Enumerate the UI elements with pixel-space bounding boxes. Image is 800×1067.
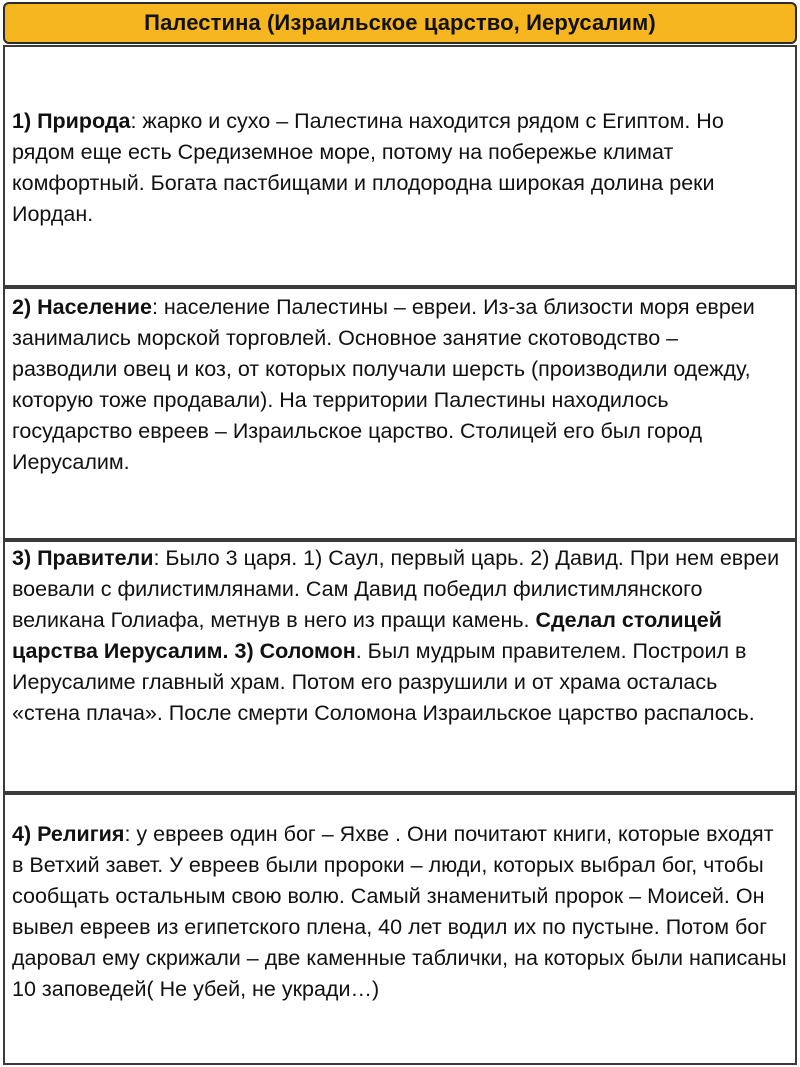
section-rulers-bold-text: Сделал столицей царства Иерусалим. 3) Соломон (12, 608, 722, 663)
section-population-body: : население Палестины – евреи. Из-за близости моря евреи занимались морской торговлей. Основное занятие скотоводство – разводили овец и коз, от которых получали шерсть (производили одежду, которую тоже продавали). На территории Палестины находилось государство евреев – Израильское царство. Столицей его был город Иерусалим. (12, 295, 755, 474)
section-religion-text (12, 819, 789, 1005)
title-bar (3, 2, 797, 44)
page-title: Палестина (Израильское царство, Иерусалим) (144, 10, 656, 35)
section-religion-heading: 4) Религия (12, 822, 125, 846)
section-rulers (3, 540, 797, 793)
section-nature-text (12, 106, 789, 230)
section-nature (3, 45, 797, 287)
section-rulers-body-b: . Был мудрым правителем. Построил в Иерусалиме главный храм. Потом его разрушили и от храма осталась «стена плача». После смерти Соломона Израильское царство распалось. (12, 639, 755, 725)
section-rulers-text (12, 543, 789, 729)
section-population (3, 287, 797, 540)
section-population-heading: 2) Население (12, 295, 152, 319)
section-population-text (12, 292, 789, 478)
section-rulers-heading: 3) Правители (12, 546, 154, 570)
section-rulers-body-a: : Было 3 царя. 1) Саул, первый царь. 2) Давид. При нем евреи воевали с филистимлянами. Сам Давид победил филистимлянского великана Голиафа, метнув в него из пращи камень. (12, 546, 780, 632)
section-nature-body: : жарко и сухо – Палестина находится рядом с Египтом. Но рядом еще есть Средиземное море, потому на побережье климат комфортный. Богата пастбищами и плодородна широкая долина реки Иордан. (12, 109, 724, 226)
section-religion (3, 793, 797, 1065)
section-religion-body: : у евреев один бог – Яхве . Они почитают книги, которые входят в Ветхий завет. У евреев были пророки – люди, которых выбрал бог, чтобы сообщать остальным свою волю. Самый знаменитый пророк – Моисей. Он вывел евреев из египетского плена, 40 лет водил их по пустыне. Потом бог даровал ему скрижали – две каменные таблички, на которых были написаны 10 заповедей( Не убей, не укради…) (12, 822, 787, 1001)
section-nature-heading: 1) Природа (12, 109, 131, 133)
